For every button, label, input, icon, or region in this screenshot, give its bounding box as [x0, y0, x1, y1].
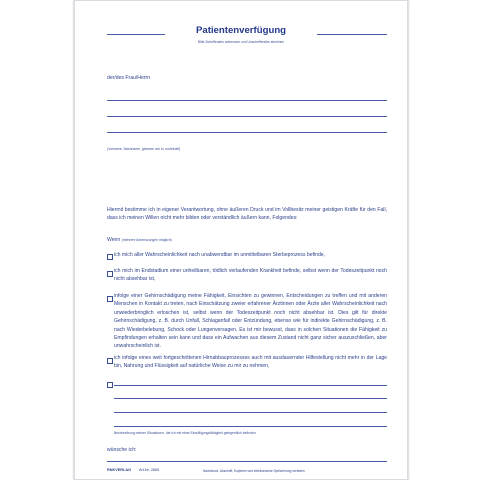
wishes-line[interactable] — [107, 461, 387, 462]
footer-brand-text: RNKVERLAG — [107, 468, 132, 472]
option-5-line-1[interactable] — [114, 385, 387, 386]
option-2-text: ich mich im Endstadium einer unheilbaren, tödlich verlaufenden Krankheit befinde, selbst wenn der Todeszeitpunkt noch nicht absehbar ist, — [114, 268, 387, 283]
addressee-label: der/des Frau/Herrn — [107, 75, 151, 81]
wenn-line — [107, 236, 172, 244]
footer-article: Art.Nr. 2865 — [139, 468, 160, 472]
name-caption: (Vorname, Nachname, geboren am in, wohnhaft) — [107, 147, 181, 151]
name-line-2[interactable] — [107, 116, 387, 117]
document-title: Patientenverfügung — [195, 25, 287, 36]
option-5-line-2[interactable] — [114, 398, 387, 399]
name-line-3[interactable] — [107, 132, 387, 133]
other-caption: Beschreibung meiner Situationen, die ich mit einer Einwilligungsfähigkeit gelegentlich befinden — [114, 431, 256, 435]
option-1-text: ich mich aller Wahrscheinlichkeit nach unabwendbar im unmittelbaren Sterbeprozess befinde, — [114, 252, 326, 258]
option-2-checkbox[interactable] — [107, 271, 113, 277]
footer-note: Nachdruck, Abschrift, Kopieren und elektronische Speicherung verboten — [203, 469, 305, 473]
option-5-checkbox[interactable] — [107, 382, 113, 388]
wenn-label: Wenn — [107, 237, 121, 243]
form-page — [74, 0, 408, 480]
option-4-checkbox[interactable] — [107, 358, 113, 364]
document-subtitle: Bitte Zutreffendes ankreuzen und Unzutreffendes streichen — [197, 40, 285, 44]
footer-brand — [107, 468, 131, 472]
option-5-line-3[interactable] — [114, 412, 387, 413]
name-line-1[interactable] — [107, 100, 387, 101]
intro-paragraph: Hiermit bestimme ich in eigener Verantwortung, ohne äußeren Druck und im Vollbesitz meiner geistigen Kräfte für den Fall, dass ich meinen Willen nicht mehr bilden oder verständlich äußern kann, Folgendes: — [107, 207, 387, 222]
option-3-text: infolge einer Gehirnschädigung meine Fähigkeit, Einsichten zu gewinnen, Entscheidungen zu treffen und mit anderen Menschen in Kontakt zu treten, nach Einschätzung zweier erfahrener Ärztinnen oder Ärzte aller Wahrscheinlichkeit nach unwiederbringlich erloschen ist, selbst wenn der Todeszeitpunkt noch nicht absehbar ist. Dies gilt für direkte Gehirnschädigung, z. B. durch Unfall, Schlaganfall oder Entzündung, ebenso wie für indirekte Gehirnschädigung, z. B. nach Wiederbelebung, Schock oder Lungenversagen. Es ist mir bewusst, dass in solchen Situationen die Fähigkeit zu Empfindungen erhalten sein kann und dass ein Aufwachen aus diesem Zustand nicht ganz sicher auszuschließen, aber unwahrscheinlich ist. — [114, 293, 387, 350]
option-3-checkbox[interactable] — [107, 296, 113, 302]
option-5-line-4[interactable] — [114, 426, 387, 427]
wishes-label: wünsche ich: — [107, 447, 137, 453]
option-1-checkbox[interactable] — [107, 254, 113, 260]
option-4-text: ich infolge eines weit fortgeschrittenen Hirnabbauprozesses auch mit ausdauernder Hilfestellung nicht mehr in der Lage bin, Nahrung und Flüssigkeit auf natürliche Weise zu mir zu nehmen, — [114, 355, 387, 370]
wenn-note: (mehrere Ankreuzungen möglich) — [121, 238, 172, 242]
